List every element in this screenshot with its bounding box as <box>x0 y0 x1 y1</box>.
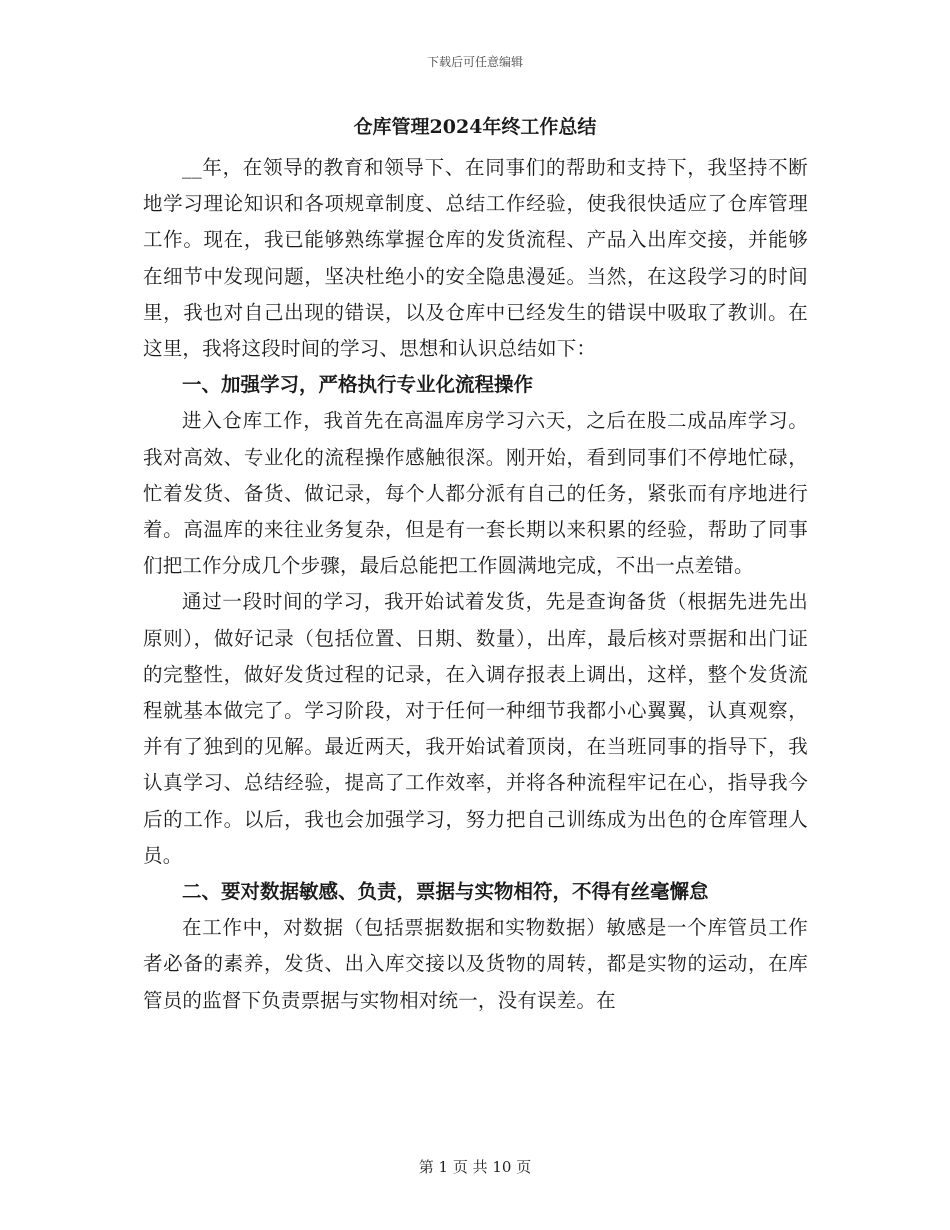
section-heading-1: 一、加强学习，严格执行专业化流程操作 <box>182 373 534 397</box>
paragraph-section2-a: 在工作中，对数据（包括票据数据和实物数据）敏感是一个库管员工作者必备的素养，发货、出入库交接以及货物的周转，都是实物的运动，在库管员的监督下负责票据与实物相对统一，没有误差。在 <box>143 916 808 1012</box>
section-heading-2: 二、要对数据敏感、负责，票据与实物相符，不得有丝毫懈怠 <box>182 880 709 904</box>
paragraph-section1-a: 进入仓库工作，我首先在高温库房学习六天，之后在股二成品库学习。我对高效、专业化的流程操作感触很深。刚开始，看到同事们不停地忙碌，忙着发货、备货、做记录，每个人都分派有自己的任务，紧张而有序地进行着。高温库的来往业务复杂，但是有一套长期以来积累的经验，帮助了同事们把工作分成几个步骤，最后总能把工作圆满地完成，不出一点差错。 <box>143 409 808 578</box>
page-footer: 第 1 页 共 10 页 <box>418 1158 532 1176</box>
document-body <box>143 150 808 1019</box>
paragraph-section1-b: 通过一段时间的学习，我开始试着发货，先是查询备货（根据先进先出原则），做好记录（包括位置、日期、数量），出库，最后核对票据和出门证的完整性，做好发货过程的记录，在入调存报表上调出，这样，整个发货流程就基本做完了。学习阶段，对于任何一种细节我都小心翼翼，认真观察，并有了独到的见解。最近两天，我开始试着顶岗，在当班同事的指导下，我认真学习、总结经验，提高了工作效率，并将各种流程牢记在心，指导我今后的工作。以后，我也会加强学习，努力把自己训练成为出色的仓库管理人员。 <box>143 590 808 867</box>
header-note: 下载后可任意编辑 <box>426 55 523 69</box>
document-title: 仓库管理2024年终工作总结 <box>353 116 597 138</box>
paragraph-intro: __年，在领导的教育和领导下、在同事们的帮助和支持下，我坚持不断地学习理论知识和各项规章制度、总结工作经验，使我很快适应了仓库管理工作。现在，我已能够熟练掌握仓库的发货流程、产品入出库交接，并能够在细节中发现问题，坚决杜绝小的安全隐患漫延。当然，在这段学习的时间里，我也对自己出现的错误，以及仓库中已经发生的错误中吸取了教训。在这里，我将这段时间的学习、思想和认识总结如下： <box>143 156 808 361</box>
